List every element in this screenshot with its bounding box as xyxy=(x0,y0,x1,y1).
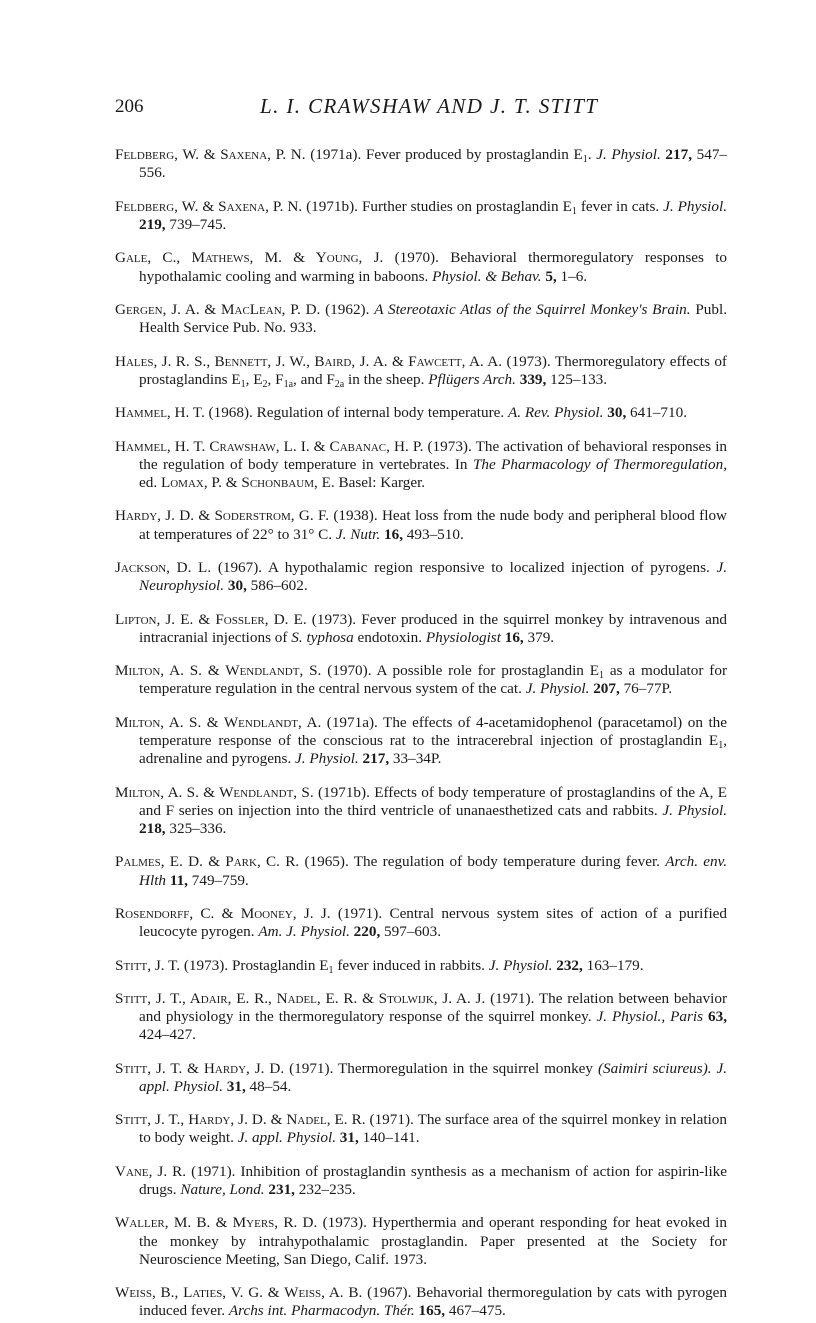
ref-year: (1971). xyxy=(369,1111,414,1129)
reference-item xyxy=(115,1111,727,1147)
ref-year: (1973). xyxy=(506,352,551,370)
ref-year: (1973). xyxy=(427,437,472,455)
ref-volume: 5, xyxy=(545,267,557,285)
ref-authors: Stitt, J. T. xyxy=(115,956,181,974)
ref-journal: Physiologist xyxy=(425,628,501,646)
ref-title-end: fever induced in rabbits. xyxy=(333,956,485,974)
reference-item xyxy=(115,957,727,975)
ref-journal: Am. J. Physiol. xyxy=(258,923,350,941)
ref-subscript: 1a xyxy=(283,378,294,390)
ref-title: , and F xyxy=(293,370,335,388)
ref-authors: Milton, A. S. & Wendlandt, A. xyxy=(115,713,322,731)
ref-year: (1971b). xyxy=(306,197,358,215)
ref-pages: 125–133. xyxy=(550,370,608,388)
ref-year: (1973). xyxy=(311,610,357,628)
ref-journal: J. Physiol. xyxy=(596,146,661,164)
reference-item xyxy=(115,1060,727,1096)
ref-volume: 165, xyxy=(418,1302,446,1320)
ref-journal: J. Physiol., Paris xyxy=(596,1008,704,1026)
reference-item xyxy=(115,784,727,839)
reference-item xyxy=(115,714,727,769)
ref-authors: Hammel, H. T. Crawshaw, L. I. & Cabanac, H. P. xyxy=(115,437,424,455)
ref-subscript: 1 xyxy=(599,670,605,682)
ref-pages: 739–745. xyxy=(169,215,227,233)
ref-pages: 467–475. xyxy=(448,1302,506,1320)
reference-item xyxy=(115,1163,727,1199)
ref-volume: 231, xyxy=(268,1181,295,1199)
ref-species: (Saimiri sciureus). xyxy=(597,1059,712,1077)
ref-volume: 217, xyxy=(665,146,692,164)
ref-volume: 16, xyxy=(384,525,403,543)
ref-year: (1971a). xyxy=(326,713,378,731)
ref-volume: 31, xyxy=(339,1129,359,1147)
ref-title: Thermoregulatory effects of prostaglandins E xyxy=(139,352,727,388)
ref-subscript: 2a xyxy=(334,378,345,390)
ref-book-title: The Pharmacology of Thermoregulation, xyxy=(472,455,728,473)
reference-list xyxy=(115,131,727,1323)
ref-journal: Nature, Lond. xyxy=(180,1181,265,1199)
ref-pages: 325–336. xyxy=(169,819,227,837)
ref-journal: J. Nutr. xyxy=(335,525,381,543)
ref-authors: Stitt, J. T., Adair, E. R., Nadel, E. R. & Stolwijk, J. A. J. xyxy=(115,989,486,1007)
ref-authors: Hammel, H. T. xyxy=(115,404,205,422)
ref-year: (1970). xyxy=(327,662,372,680)
ref-year: (1968). xyxy=(208,404,253,422)
ref-book-title: A Stereotaxic Atlas of the Squirrel Monkey's Brain. xyxy=(374,300,691,318)
ref-year: (1971a). xyxy=(310,146,362,164)
ref-authors: Stitt, J. T., Hardy, J. D. & Nadel, E. R. xyxy=(115,1111,366,1129)
reference-item xyxy=(115,662,727,698)
ref-species: S. typhosa xyxy=(291,628,354,646)
ref-title: in the sheep. xyxy=(344,370,425,388)
ref-pages: 33–34P. xyxy=(392,750,442,768)
ref-pages: 1–6. xyxy=(560,267,588,285)
ref-title: The regulation of body temperature during fever. xyxy=(353,853,660,871)
ref-journal: J. Physiol. xyxy=(662,801,727,819)
ref-subscript: 1 xyxy=(240,378,246,390)
ref-publisher: Basel: Karger. xyxy=(338,473,426,491)
ref-pages: 547–556. xyxy=(139,146,728,182)
running-head: L. I. CRAWSHAW AND J. T. STITT xyxy=(260,94,599,118)
ref-ed: ed. xyxy=(139,473,158,491)
ref-year: (1971). xyxy=(490,989,535,1007)
ref-volume: 16, xyxy=(504,628,524,646)
ref-title: Inhibition of prostaglandin synthesis as a mechanism of action for aspirin-like drugs. xyxy=(139,1162,728,1199)
ref-title: A possible role for prostaglandin E xyxy=(376,662,600,680)
ref-journal: A. Rev. Physiol. xyxy=(508,404,604,422)
ref-subscript: 1 xyxy=(328,964,334,976)
ref-title: Thermoregulation in the squirrel monkey xyxy=(338,1059,594,1077)
ref-journal: J. Physiol. xyxy=(488,956,553,974)
ref-pages: 597–603. xyxy=(384,923,441,941)
ref-journal: J. Neurophysiol. xyxy=(139,558,728,595)
ref-year: (1973). xyxy=(183,956,229,974)
ref-title: Central nervous system sites of action of a purified leucocyte pyrogen. xyxy=(139,904,727,941)
ref-title: The relation between behavior and physiology in the thermoregulatory response of the squirrel monkey. xyxy=(139,989,728,1026)
ref-editors: Lomax, P. & Schonbaum, E. xyxy=(160,473,335,491)
ref-journal: Archs int. Pharmacodyn. Thér. xyxy=(228,1302,415,1320)
ref-journal: J. Physiol. xyxy=(663,197,727,215)
ref-authors: Vane, J. R. xyxy=(115,1162,187,1180)
ref-title: Fever produced in the squirrel monkey by intravenous and intracranial injections of xyxy=(139,610,728,646)
ref-title: Behavorial thermoregulation by cats with pyrogen induced fever. xyxy=(139,1284,728,1320)
ref-pages: 163–179. xyxy=(586,956,644,974)
reference-item xyxy=(115,146,727,182)
ref-year: (1938). xyxy=(333,507,378,525)
ref-volume: 339, xyxy=(519,370,547,388)
ref-authors: Milton, A. S. & Wendlandt, S. xyxy=(115,783,314,801)
ref-title-end: as a modulator for temperature regulation in the central nervous system of the cat. xyxy=(139,662,727,698)
ref-year: (1971). xyxy=(337,904,383,922)
ref-title: Heat loss from the nude body and peripheral blood flow at temperatures of 22° to 31° C. xyxy=(139,507,728,543)
reference-item xyxy=(115,438,727,493)
ref-volume: 63, xyxy=(708,1008,728,1026)
ref-authors: Gergen, J. A. & MacLean, P. D. xyxy=(115,300,321,318)
reference-item xyxy=(115,1284,727,1320)
ref-authors: Stitt, J. T. & Hardy, J. D. xyxy=(115,1059,285,1077)
ref-pages: 379. xyxy=(527,628,555,646)
ref-title-end: , adrenaline and pyrogens. xyxy=(139,731,727,768)
ref-journal: Physiol. & Behav. xyxy=(432,267,542,285)
ref-pages: 424–427. xyxy=(139,1026,196,1044)
ref-year: (1973). xyxy=(322,1214,367,1232)
ref-journal: J. appl. Physiol. xyxy=(139,1059,728,1095)
ref-title: Further studies on prostaglandin E xyxy=(361,197,572,215)
ref-volume: 220, xyxy=(353,923,381,941)
ref-pages: 749–759. xyxy=(191,871,249,889)
ref-journal: J. appl. Physiol. xyxy=(237,1129,336,1147)
ref-title-end: endotoxin. xyxy=(357,628,423,646)
ref-title: The effects of 4-acetamidophenol (paracetamol) on the temperature response of the conscious rat to the intracerebral injection of prostaglandin E xyxy=(139,713,727,749)
ref-pages: 641–710. xyxy=(630,404,687,422)
reference-item xyxy=(115,198,727,234)
ref-journal: J. Physiol. xyxy=(525,680,590,698)
ref-pages: 493–510. xyxy=(406,525,464,543)
ref-year: (1962). xyxy=(325,300,370,318)
ref-volume: 30, xyxy=(607,404,627,422)
ref-year: (1965). xyxy=(304,853,349,871)
ref-title: Effects of body temperature of prostaglandins of the A, E and F series on injection into the third ventricle of unanaesthetized cats and rabbits. xyxy=(139,783,728,819)
ref-title: The activation of behavioral responses in the regulation of body temperature in vertebrates. In xyxy=(139,437,728,473)
ref-authors: Gale, C., Mathews, M. & Young, J. xyxy=(115,249,384,267)
ref-authors: Feldberg, W. & Saxena, P. N. xyxy=(115,146,306,164)
ref-authors: Rosendorff, C. & Mooney, J. J. xyxy=(115,904,331,922)
ref-title: Prostaglandin E xyxy=(231,956,329,974)
ref-volume: 30, xyxy=(227,577,247,595)
ref-subscript: 1 xyxy=(718,739,724,751)
ref-title: , E xyxy=(245,370,263,388)
ref-title: , F xyxy=(267,370,284,388)
page-header xyxy=(115,94,725,128)
ref-publisher: Publ. Health Service Pub. No. 933. xyxy=(139,300,727,337)
ref-volume: 219, xyxy=(139,215,166,233)
ref-authors: Hardy, J. D. & Soderstrom, G. F. xyxy=(115,507,329,525)
ref-year: (1971b). xyxy=(317,783,370,801)
ref-volume: 232, xyxy=(556,956,583,974)
ref-title-end: . xyxy=(587,146,592,164)
ref-authors: Waller, M. B. & Myers, R. D. xyxy=(115,1214,318,1232)
ref-year: (1970). xyxy=(394,249,439,267)
ref-title-end: fever in cats. xyxy=(576,197,660,215)
ref-title: Hyperthermia and operant responding for heat evoked in the monkey by intrahypothalamic prostaglandin. Paper presented at the Society for Neuroscience Meeting, San Diego, Calif. 1973. xyxy=(139,1214,727,1268)
page-number: 206 xyxy=(115,96,144,117)
ref-volume: 207, xyxy=(593,680,620,698)
ref-pages: 48–54. xyxy=(249,1077,292,1095)
ref-authors: Feldberg, W. & Saxena, P. N. xyxy=(115,197,303,215)
ref-year: (1971). xyxy=(289,1059,334,1077)
ref-pages: 586–602. xyxy=(250,577,308,595)
ref-title: Behavioral thermoregulatory responses to hypothalamic cooling and warming in baboons. xyxy=(139,249,728,285)
ref-volume: 218, xyxy=(139,819,166,837)
ref-pages: 140–141. xyxy=(362,1129,420,1147)
ref-title: The surface area of the squirrel monkey in relation to body weight. xyxy=(139,1111,727,1147)
ref-subscript: 1 xyxy=(571,205,577,217)
ref-journal: Pflügers Arch. xyxy=(428,370,516,388)
ref-year: (1971). xyxy=(191,1162,236,1180)
ref-pages: 76–77P. xyxy=(623,680,673,698)
reference-item xyxy=(115,301,727,337)
ref-authors: Hales, J. R. S., Bennett, J. W., Baird, J. A. & Fawcett, A. A. xyxy=(115,352,503,370)
ref-year: (1967). xyxy=(367,1284,412,1302)
ref-subscript: 2 xyxy=(262,378,268,390)
reference-item xyxy=(115,905,727,941)
ref-title: Fever produced by prostaglandin E xyxy=(365,146,583,164)
reference-item xyxy=(115,559,727,595)
reference-item xyxy=(115,404,727,422)
ref-title: Regulation of internal body temperature. xyxy=(256,404,505,422)
reference-item xyxy=(115,853,727,889)
ref-subscript: 1 xyxy=(582,154,588,166)
ref-journal: Arch. env. Hlth xyxy=(139,853,728,889)
reference-item xyxy=(115,1214,727,1269)
ref-authors: Jackson, D. L. xyxy=(115,558,212,576)
ref-authors: Milton, A. S. & Wendlandt, S. xyxy=(115,662,322,680)
reference-item xyxy=(115,353,727,389)
ref-authors: Weiss, B., Laties, V. G. & Weiss, A. B. xyxy=(115,1284,363,1302)
ref-pages: 232–235. xyxy=(298,1181,356,1199)
ref-journal: J. Physiol. xyxy=(295,750,359,768)
reference-item xyxy=(115,990,727,1045)
ref-title: A hypothalamic region responsive to localized injection of pyrogens. xyxy=(267,558,710,576)
ref-authors: Lipton, J. E. & Fossler, D. E. xyxy=(115,610,307,628)
ref-year: (1967). xyxy=(217,558,263,576)
ref-authors: Palmes, E. D. & Park, C. R. xyxy=(115,853,300,871)
reference-item xyxy=(115,249,727,285)
ref-volume: 217, xyxy=(362,750,390,768)
reference-item xyxy=(115,611,727,647)
ref-volume: 31, xyxy=(226,1077,246,1095)
ref-volume: 11, xyxy=(169,871,188,889)
reference-item xyxy=(115,507,727,543)
